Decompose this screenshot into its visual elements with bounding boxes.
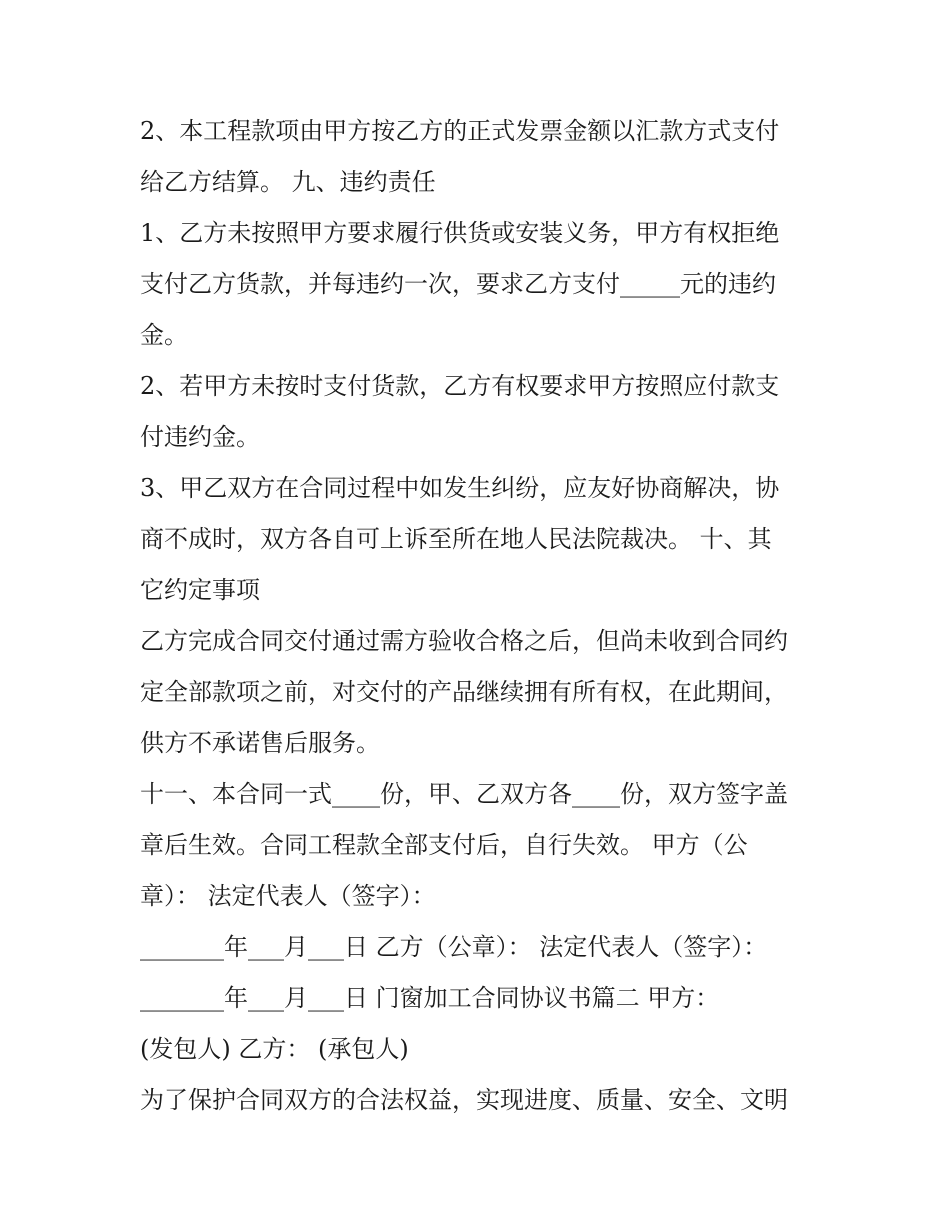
text-line: 为了保护合同双方的合法权益，实现进度、质量、安全、文明 — [140, 1086, 788, 1114]
text-line: 2、若甲方未按时支付货款，乙方有权要求甲方按照应付款支 — [140, 372, 780, 400]
text-line: _______年___月___日 门窗加工合同协议书篇二 甲方： — [140, 984, 720, 1012]
text-line: 金。 — [140, 321, 188, 349]
text-line: 商不成时，双方各自可上诉至所在地人民法院裁决。 十、其 — [140, 525, 772, 553]
text-line: 给乙方结算。 九、违约责任 — [140, 168, 436, 196]
text-line: 十一、本合同一式____份，甲、乙双方各____份，双方签字盖 — [140, 780, 788, 808]
document-body — [140, 106, 820, 1126]
text-line: 1、乙方未按照甲方要求履行供货或安装义务，甲方有权拒绝 — [140, 219, 780, 247]
text-line: 章后生效。合同工程款全部支付后，自行失效。 甲方（公 — [140, 831, 748, 859]
text-line: 乙方完成合同交付通过需方验收合格之后，但尚未收到合同约 — [140, 627, 788, 655]
text-line: 供方不承诺售后服务。 — [140, 729, 380, 757]
text-line: 付违约金。 — [140, 423, 260, 451]
text-line: 2、本工程款项由甲方按乙方的正式发票金额以汇款方式支付 — [140, 117, 780, 145]
text-line: 定全部款项之前，对交付的产品继续拥有所有权，在此期间， — [140, 678, 788, 706]
text-line: 章）： 法定代表人（签字）： — [140, 882, 436, 910]
text-line: 支付乙方货款，并每违约一次，要求乙方支付_____元的违约 — [140, 270, 776, 298]
text-line: 3、甲乙双方在合同过程中如发生纠纷，应友好协商解决，协 — [140, 474, 780, 502]
text-line: _______年___月___日 乙方（公章）： 法定代表人（签字）： — [140, 933, 768, 961]
text-line: 它约定事项 — [140, 576, 260, 604]
text-line: (发包人) 乙方： (承包人) — [140, 1035, 409, 1063]
